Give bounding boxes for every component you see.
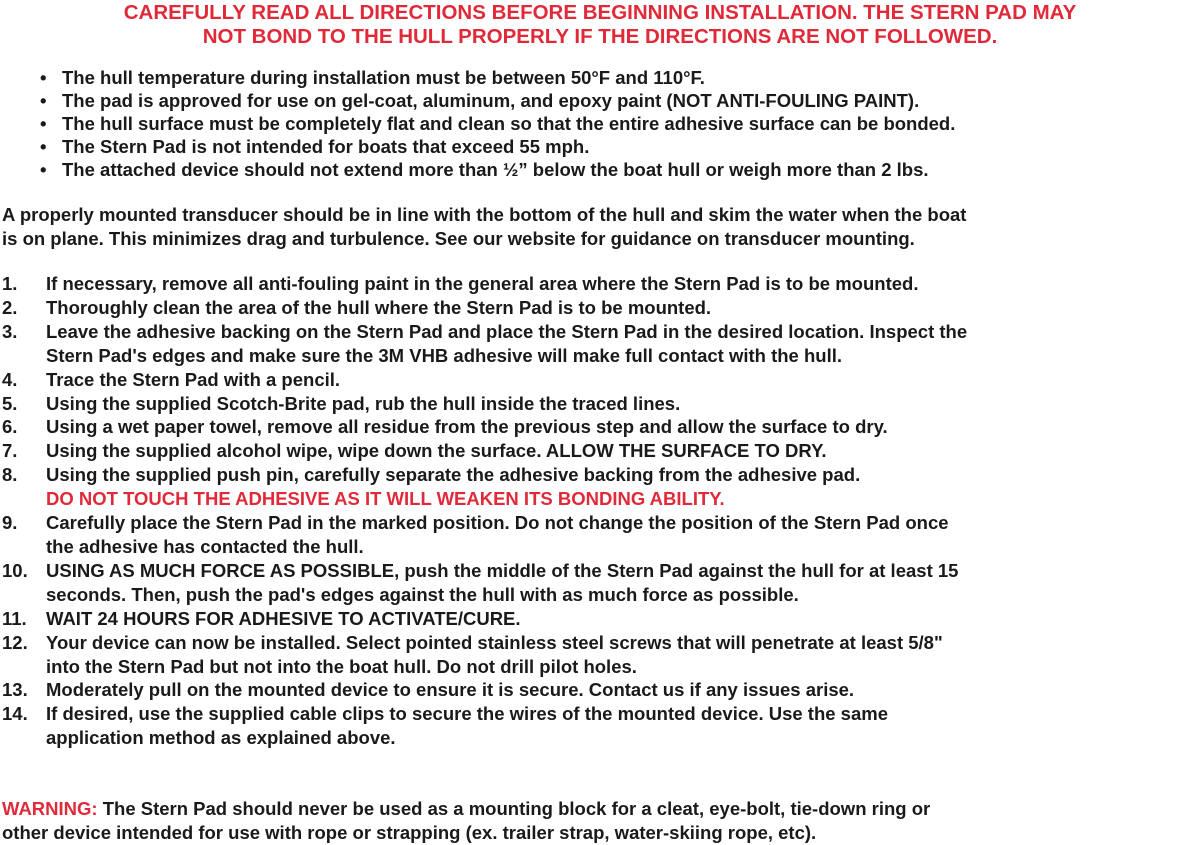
step-item (2, 559, 1198, 607)
step-item (2, 511, 1198, 559)
warning-line-2: other device intended for use with rope or strapping (ex. trailer strap, water-skiing rope, etc). (2, 822, 817, 843)
step-item (2, 320, 1198, 368)
header-line-2: NOT BOND TO THE HULL PROPERLY IF THE DIRECTIONS ARE NOT FOLLOWED. (202, 25, 998, 48)
bullet-dot-icon: • (40, 113, 47, 134)
requirement-item (40, 112, 955, 135)
warning-line-1: The Stern Pad should never be used as a mounting block for a cleat, eye-bolt, tie-down ring or (97, 798, 931, 819)
step-number: 4. (2, 368, 18, 390)
requirements-list (40, 66, 955, 181)
step-number: 13. (2, 679, 28, 701)
requirement-item (40, 158, 955, 181)
requirement-text: The hull temperature during installation must be between 50°F and 110°F. (62, 67, 705, 88)
step-text: Trace the Stern Pad with a pencil. (46, 368, 341, 390)
step-text: into the Stern Pad but not into the boat hull. Do not drill pilot holes. (46, 655, 637, 677)
step-text: seconds. Then, push the pad's edges against the hull with as much force as possible. (46, 583, 799, 605)
step-text: application method as explained above. (46, 727, 396, 749)
step-warning-text: DO NOT TOUCH THE ADHESIVE AS IT WILL WEAKEN ITS BONDING ABILITY. (46, 488, 725, 510)
bullet-dot-icon: • (40, 67, 47, 88)
paragraph-line-1: A properly mounted transducer should be in line with the bottom of the hull and skim the water when the boat (2, 204, 967, 225)
step-text: Using the supplied alcohol wipe, wipe down the surface. ALLOW THE SURFACE TO DRY. (46, 440, 827, 462)
step-number: 2. (2, 296, 18, 318)
step-text: USING AS MUCH FORCE AS POSSIBLE, push the middle of the Stern Pad against the hull for at least 15 (46, 559, 959, 581)
warning-label: WARNING: (2, 798, 98, 819)
paragraph-line-2: is on plane. This minimizes drag and turbulence. See our website for guidance on transducer mounting. (2, 228, 915, 249)
step-text: Moderately pull on the mounted device to ensure it is secure. Contact us if any issues arise. (46, 679, 855, 701)
bullet-dot-icon: • (40, 90, 47, 111)
step-number: 11. (2, 607, 27, 629)
step-number: 9. (2, 512, 18, 534)
bullet-dot-icon: • (40, 136, 47, 157)
step-number: 12. (2, 631, 28, 653)
transducer-paragraph (2, 203, 1198, 251)
bullet-dot-icon: • (40, 159, 47, 180)
requirement-text: The Stern Pad is not intended for boats that exceed 55 mph. (62, 136, 590, 157)
step-number: 8. (2, 464, 18, 486)
header-line-1: CAREFULLY READ ALL DIRECTIONS BEFORE BEGINNING INSTALLATION. THE STERN PAD MAY (123, 1, 1077, 24)
requirement-text: The attached device should not extend more than ½” below the boat hull or weigh more than 2 lbs. (62, 159, 929, 180)
step-item (2, 415, 1198, 439)
step-item (2, 392, 1198, 416)
step-text: If necessary, remove all anti-fouling paint in the general area where the Stern Pad is to be mounted. (46, 273, 919, 294)
step-text: Carefully place the Stern Pad in the marked position. Do not change the position of the Stern Pad once (46, 512, 949, 534)
requirement-item (40, 135, 955, 158)
warning-note (2, 797, 930, 845)
step-item (2, 439, 1198, 463)
installation-steps (2, 272, 1198, 750)
requirement-item (40, 89, 955, 112)
step-number: 3. (2, 320, 18, 342)
step-item (2, 702, 1198, 750)
step-item (2, 368, 1198, 392)
step-item (2, 463, 1198, 511)
step-item (2, 272, 1198, 296)
header-warning (0, 1, 1200, 49)
step-text: If desired, use the supplied cable clips to secure the wires of the mounted device. Use the same (46, 703, 889, 725)
step-text: Stern Pad's edges and make sure the 3M VHB adhesive will make full contact with the hull. (46, 344, 843, 366)
step-text: Using the supplied Scotch-Brite pad, rub the hull inside the traced lines. (46, 392, 681, 414)
step-text: Thoroughly clean the area of the hull where the Stern Pad is to be mounted. (46, 296, 712, 318)
requirement-text: The pad is approved for use on gel-coat, aluminum, and epoxy paint (NOT ANTI-FOULING PAINT). (62, 90, 920, 111)
step-number: 5. (2, 392, 18, 414)
step-text: Leave the adhesive backing on the Stern Pad and place the Stern Pad in the desired location. Inspect the (46, 320, 968, 342)
step-item (2, 631, 1198, 679)
step-item (2, 296, 1198, 320)
step-number: 10. (2, 559, 28, 581)
step-number: 6. (2, 416, 18, 438)
step-item (2, 678, 1198, 702)
step-number: 1. (2, 273, 18, 294)
step-text: Using the supplied push pin, carefully separate the adhesive backing from the adhesive pad. (46, 464, 861, 486)
step-text: Using a wet paper towel, remove all residue from the previous step and allow the surface to dry. (46, 416, 888, 438)
step-number: 14. (2, 703, 28, 725)
step-text: Your device can now be installed. Select pointed stainless steel screws that will penetrate at least 5/8" (46, 631, 943, 653)
step-number: 7. (2, 440, 18, 462)
step-item (2, 607, 1198, 631)
requirement-item (40, 66, 955, 89)
step-text: the adhesive has contacted the hull. (46, 535, 364, 557)
requirement-text: The hull surface must be completely flat and clean so that the entire adhesive surface can be bonded. (62, 113, 956, 134)
step-text: WAIT 24 HOURS FOR ADHESIVE TO ACTIVATE/CURE. (46, 607, 521, 629)
